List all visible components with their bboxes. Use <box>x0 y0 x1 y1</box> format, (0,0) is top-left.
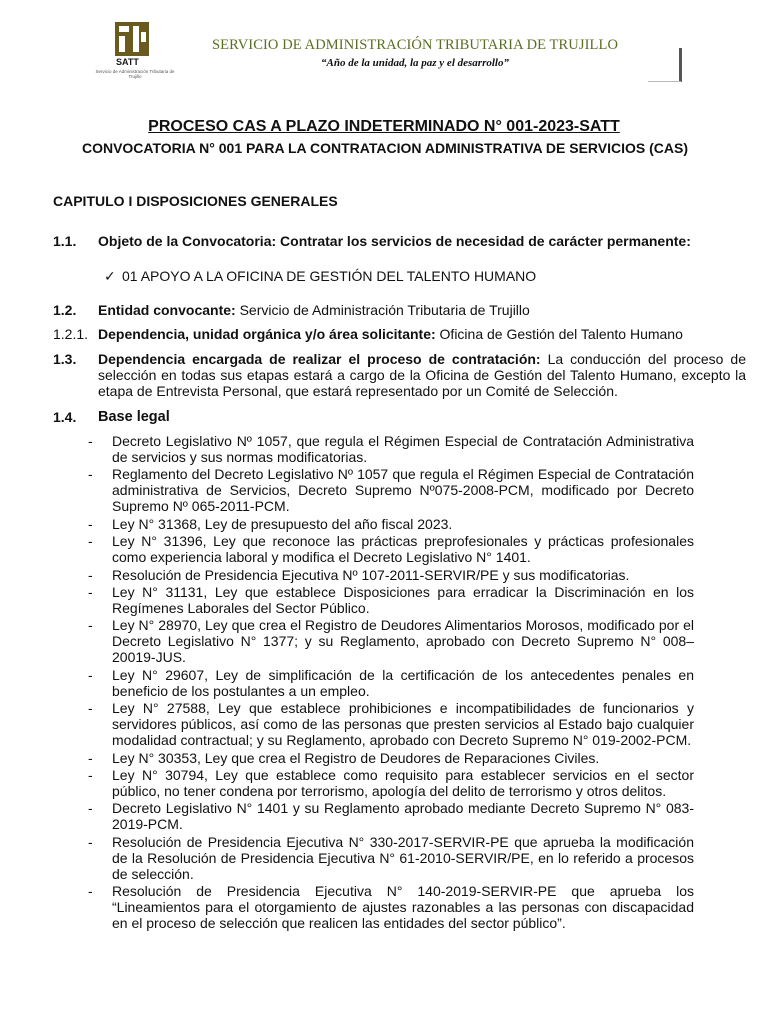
document-header <box>0 0 768 100</box>
legal-basis-item <box>88 800 694 832</box>
legal-basis-text: Ley N° 27588, Ley que establece prohibiciones e incompatibilidades de funcionarios y servidores públicos, así como de las personas que presten servicios al Estado bajo cualquier modalidad contractual; y su Reglamento, aprobado con Decreto Supremo N° 019-2002-PCM. <box>112 700 694 749</box>
list-dash-icon: - <box>88 833 93 850</box>
position-item <box>104 268 536 285</box>
section-text <box>98 326 746 342</box>
satt-logo <box>95 22 175 92</box>
legal-basis-text: Ley N° 29607, Ley de simplificación de la certificación de los antecedentes penales en beneficio de los postulantes a un empleo. <box>112 666 694 699</box>
list-dash-icon: - <box>88 617 93 634</box>
legal-basis-item <box>88 617 694 665</box>
legal-basis-item <box>88 516 694 532</box>
legal-basis-text: Ley N° 28970, Ley que crea el Registro de Deudores Alimentarios Morosos, modificado por el Decreto Legislativo N° 1377; y su Reglamento, aprobado con Decreto Supremo N° 008–20019-JUS. <box>112 617 694 666</box>
satt-logo-mark-icon <box>115 22 149 56</box>
legal-basis-text: Decreto Legislativo N° 1401 y su Reglamento aprobado mediante Decreto Supremo N° 083-2019-PCM. <box>112 800 694 833</box>
chapter-heading: CAPITULO I DISPOSICIONES GENERALES <box>53 193 338 209</box>
legal-basis-text: Resolución de Presidencia Ejecutiva Nº 107-2011-SERVIR/PE y sus modificatorias. <box>112 566 630 583</box>
legal-basis-text: Resolución de Presidencia Ejecutiva N° 330-2017-SERVIR-PE que aprueba la modificación de la Resolución de Presidencia Ejecutiva N° 61-2010-SERVIR/PE, en lo referido a procesos de selección. <box>112 833 694 882</box>
section-label: Dependencia encargada de realizar el proceso de contratación: <box>98 351 541 367</box>
legal-basis-text: Ley N° 31131, Ley que establece Disposiciones para erradicar la Discriminación en los Regímenes Laborales del Sector Público. <box>112 583 694 616</box>
section-number: 1.2.1. <box>53 326 89 342</box>
legal-basis-item <box>88 533 694 565</box>
section-value: La conducción del proceso de selección en todas sus etapas estará a cargo de la Oficina de Gestión del Talento Humano, excepto la etapa de Entrevista Personal, que estará representado por un Comité de Selección. <box>98 351 746 399</box>
legal-basis-item <box>88 834 694 882</box>
legal-basis-item <box>88 466 694 514</box>
header-horizontal-rule <box>648 81 681 82</box>
legal-basis-item <box>88 700 694 748</box>
legal-basis-item <box>88 567 694 583</box>
list-dash-icon: - <box>88 533 93 550</box>
list-dash-icon: - <box>88 433 93 449</box>
section-number: 1.2. <box>53 302 77 318</box>
list-dash-icon: - <box>88 883 93 900</box>
section-text <box>98 351 746 399</box>
section-text: Objeto de la Convocatoria: Contratar los servicios de necesidad de carácter permanente: <box>98 233 691 249</box>
list-dash-icon: - <box>88 666 93 683</box>
legal-basis-item <box>88 883 694 931</box>
list-dash-icon: - <box>88 466 93 483</box>
section-heading: Base legal <box>98 409 170 425</box>
legal-basis-text: Ley N° 31396, Ley que reconoce las prácticas preprofesionales y prácticas profesionales como experiencia laboral y modifica el Decreto Legislativo N° 1401. <box>112 533 694 566</box>
list-dash-icon: - <box>88 749 93 766</box>
legal-basis-text: Reglamento del Decreto Legislativo Nº 1057 que regula el Régimen Especial de Contratación administrativa de Servicios, Decreto Supremo Nº075-2008-PCM, modificado por Decreto Supremo Nº 065-2011-PCM. <box>112 466 694 515</box>
list-dash-icon: - <box>88 583 93 600</box>
list-dash-icon: - <box>88 800 93 817</box>
section-number: 1.4. <box>53 409 77 425</box>
legal-basis-item <box>88 750 694 766</box>
list-dash-icon: - <box>88 766 93 783</box>
section-text <box>98 302 746 318</box>
document-subtitle: CONVOCATORIA N° 001 PARA LA CONTRATACION ADMINISTRATIVA DE SERVICIOS (CAS) <box>81 140 689 156</box>
section-value: Servicio de Administración Tributaria de Trujillo <box>235 302 530 318</box>
logo-text: SATT <box>116 57 139 67</box>
year-motto: “Año de la unidad, la paz y el desarrollo” <box>321 57 509 69</box>
legal-basis-text: Decreto Legislativo Nº 1057, que regula el Régimen Especial de Contratación Administrativa de servicios y sus normas modificatorias. <box>112 433 694 465</box>
section-number: 1.1. <box>53 233 77 249</box>
legal-basis-text: Ley N° 30353, Ley que crea el Registro de Deudores de Reparaciones Civiles. <box>112 749 600 766</box>
list-dash-icon: - <box>88 700 93 717</box>
list-dash-icon: - <box>88 515 93 532</box>
legal-basis-item <box>88 433 694 465</box>
legal-basis-list <box>88 433 694 932</box>
legal-basis-item <box>88 667 694 699</box>
section-label: Dependencia, unidad orgánica y/o área solicitante: <box>98 326 436 342</box>
document-title: PROCESO CAS A PLAZO INDETERMINADO N° 001-2023-SATT <box>148 118 620 135</box>
legal-basis-text: Ley N° 31368, Ley de presupuesto del año fiscal 2023. <box>112 515 453 532</box>
legal-basis-item <box>88 767 694 799</box>
header-vertical-rule <box>679 48 682 82</box>
section-number: 1.3. <box>53 351 77 367</box>
legal-basis-text: Ley N° 30794, Ley que establece como requisito para establecer servicios en el sector público, no tener condena por terrorismo, apología del delito de terrorismo y otros delitos. <box>112 766 694 799</box>
section-value: Oficina de Gestión del Talento Humano <box>435 326 683 342</box>
legal-basis-item <box>88 584 694 616</box>
list-dash-icon: - <box>88 566 93 583</box>
position-label: 01 APOYO A LA OFICINA DE GESTIÓN DEL TALENTO HUMANO <box>122 268 537 284</box>
organization-title: SERVICIO DE ADMINISTRACIÓN TRIBUTARIA DE TRUJILLO <box>211 37 619 53</box>
check-icon: ✓ <box>104 268 116 284</box>
logo-subtext: Servicio de Administración Tributaria de Trujillo <box>95 69 175 79</box>
legal-basis-text: Resolución de Presidencia Ejecutiva N° 140-2019-SERVIR-PE que aprueba los “Lineamientos para el otorgamiento de ajustes razonables a las personas con discapacidad en el proceso de selección que realicen las entidades del sector público”. <box>112 883 694 932</box>
section-label: Entidad convocante: <box>98 302 236 318</box>
